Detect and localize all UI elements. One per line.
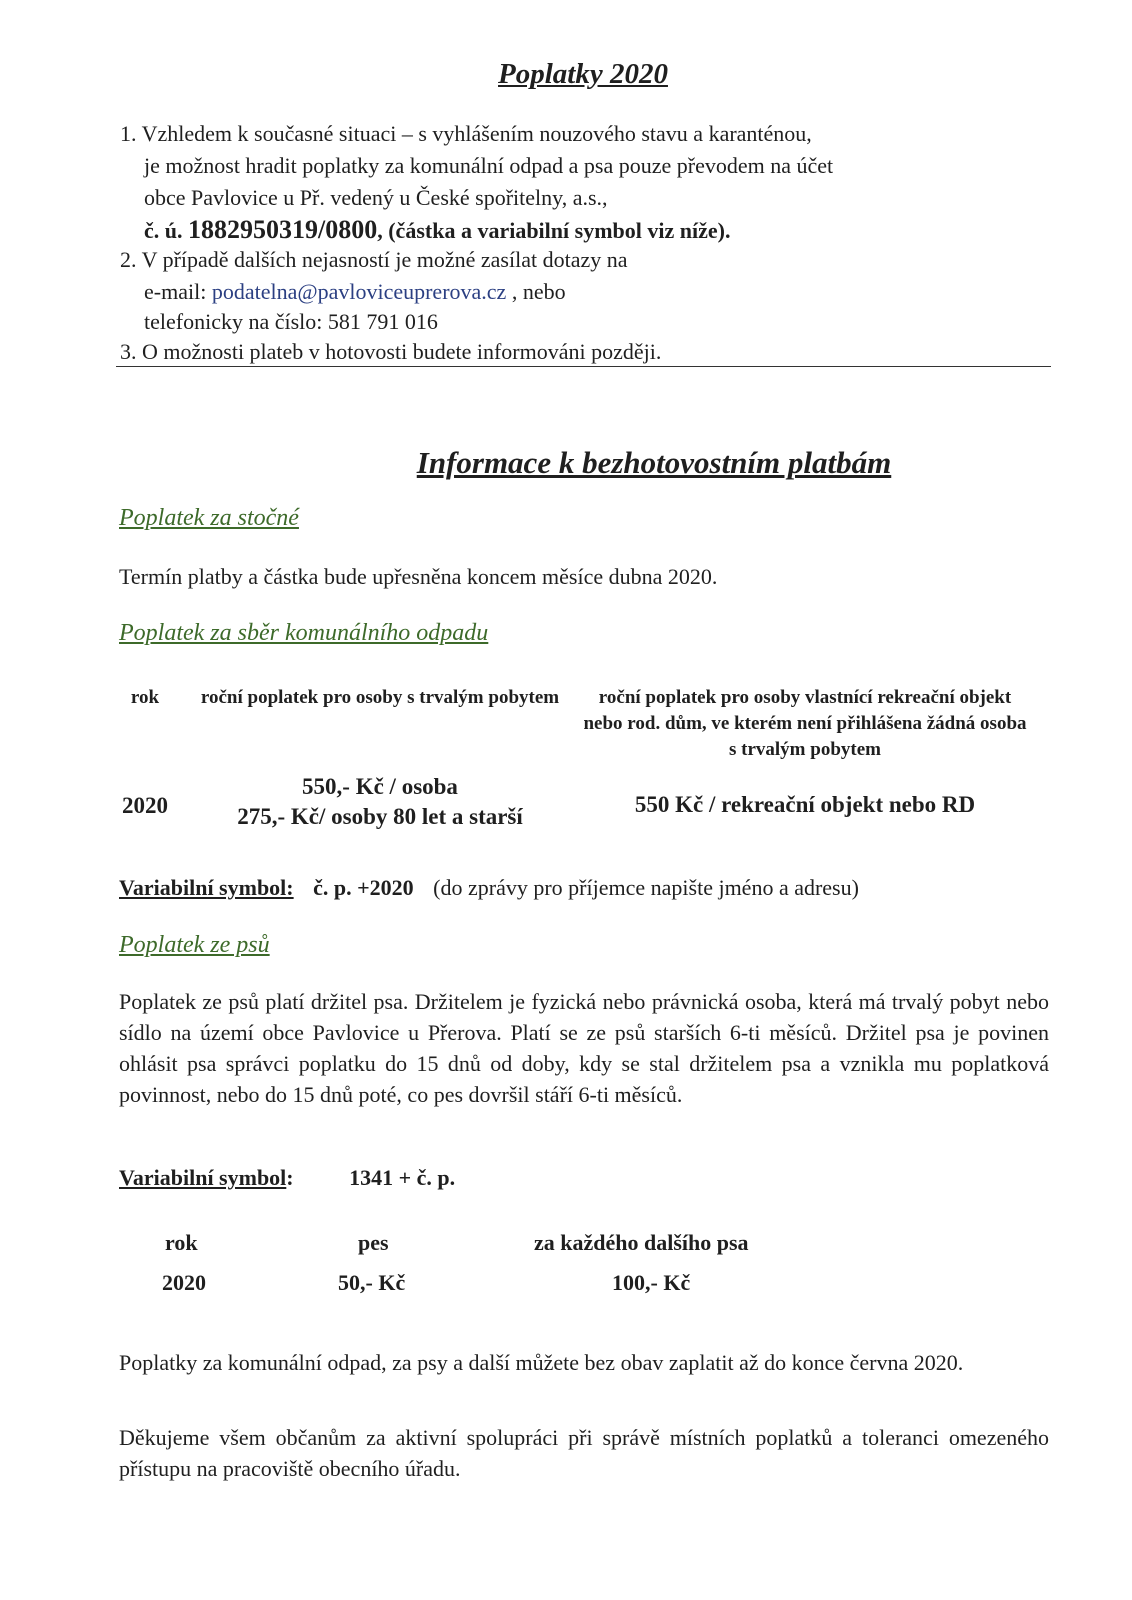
psi-heading: Poplatek ze psů bbox=[119, 932, 270, 958]
odpad-row-permanent-1: 550,- Kč / osoba bbox=[302, 774, 458, 799]
odpad-col-recreational: roční poplatek pro osoby vlastnící rekreační objekt nebo rod. dům, ve kterém není přihlášena žádná osoba s trvalým pobytem bbox=[583, 687, 1027, 760]
email-prefix: e-mail: bbox=[144, 279, 212, 304]
psi-row-dalsi: 100,- Kč bbox=[612, 1270, 691, 1295]
psi-text: Poplatek ze psů platí držitel psa. Držitelem je fyzická nebo právnická osoba, která má trvalý pobyt nebo sídlo na území obce Pavlovice u Přerova. Platí se ze psů starších 6-ti měsíců. Držitel psa je povinen ohlásit psa správci poplatku do 15 dnů od doby, kdy se stal držitelem psa a vznikla mu poplatková povinnost, nebo do 15 dnů poté, co pes dovršil stáří 6-ti měsíců. bbox=[119, 989, 1049, 1107]
psi-vs-label: Variabilní symbol bbox=[119, 1165, 287, 1190]
stocne-text: Termín platby a částka bude upřesněna koncem měsíce dubna 2020. bbox=[119, 564, 718, 589]
psi-col-pes: pes bbox=[358, 1230, 389, 1255]
psi-row-pes: 50,- Kč bbox=[338, 1270, 406, 1295]
psi-variable-symbol-line bbox=[119, 1162, 455, 1194]
psi-col-rok: rok bbox=[165, 1230, 198, 1255]
notice-item-1-line-3: obce Pavlovice u Př. vedený u České spořitelny, a.s., bbox=[144, 185, 608, 210]
psi-vs-colon: : bbox=[286, 1165, 294, 1190]
stocne-heading: Poplatek za stočné bbox=[119, 505, 299, 531]
email-suffix: , nebo bbox=[506, 279, 566, 304]
account-line bbox=[144, 214, 730, 247]
email-link[interactable]: podatelna@pavloviceuprerova.cz bbox=[211, 279, 507, 304]
notice-item-2-line-1: 2. V případě dalších nejasností je možné zasílat dotazy na bbox=[120, 247, 628, 272]
psi-vs-value: 1341 + č. p. bbox=[349, 1165, 456, 1190]
odpad-vs-value: č. p. +2020 bbox=[313, 875, 414, 900]
account-prefix: č. ú. bbox=[144, 218, 188, 243]
notice-item-2-phone: telefonicky na číslo: 581 791 016 bbox=[144, 309, 438, 334]
notice-item-1-line-2: je možnost hradit poplatky za komunální odpad a psa pouze převodem na účet bbox=[144, 153, 834, 178]
odpad-row-recreational: 550 Kč / rekreační objekt nebo RD bbox=[634, 792, 976, 817]
odpad-vs-note: (do zprávy pro příjemce napište jméno a adresu) bbox=[433, 875, 859, 900]
closing-paragraph-2: Děkujeme všem občanům za aktivní spolupráci při správě místních poplatků a toleranci omezeného přístupu na pracoviště obecního úřadu. bbox=[119, 1425, 1049, 1481]
closing-paragraph-1: Poplatky za komunální odpad, za psy a další můžete bez obav zaplatit až do konce června 2020. bbox=[119, 1350, 964, 1375]
notice-item-2-email-line bbox=[144, 276, 566, 308]
odpad-row-permanent-2: 275,- Kč/ osoby 80 let a starší bbox=[237, 804, 523, 829]
psi-col-dalsi: za každého dalšího psa bbox=[534, 1230, 749, 1255]
odpad-col-permanent: roční poplatek pro osoby s trvalým pobytem bbox=[200, 687, 560, 708]
divider-line bbox=[116, 366, 1051, 367]
psi-row-year: 2020 bbox=[162, 1270, 206, 1295]
account-number: 1882950319/0800 bbox=[188, 215, 378, 244]
odpad-vs-label: Variabilní symbol: bbox=[119, 875, 294, 900]
odpad-heading: Poplatek za sběr komunálního odpadu bbox=[119, 620, 489, 646]
notice-item-1-line-1: 1. Vzhledem k současné situaci – s vyhlášením nouzového stavu a karanténou, bbox=[120, 121, 812, 146]
page-title: Poplatky 2020 bbox=[498, 58, 668, 90]
account-suffix: , (částka a variabilní symbol viz níže). bbox=[377, 218, 731, 243]
notice-item-3: 3. O možnosti plateb v hotovosti budete informováni později. bbox=[120, 339, 662, 364]
section-title: Informace k bezhotovostním platbám bbox=[416, 445, 892, 480]
odpad-row-year: 2020 bbox=[122, 793, 168, 818]
odpad-col-rok: rok bbox=[130, 687, 160, 708]
odpad-variable-symbol-line bbox=[119, 872, 859, 904]
